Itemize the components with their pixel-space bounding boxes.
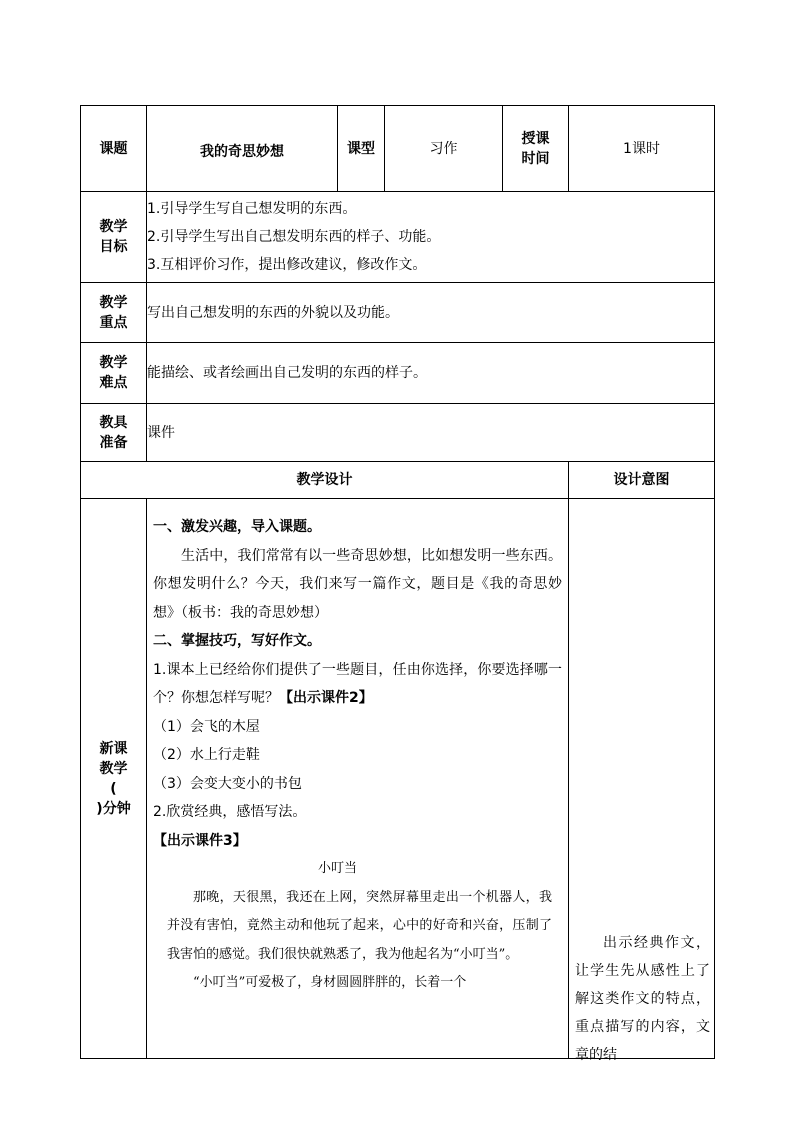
tools-label-line2: 准备 bbox=[99, 434, 128, 451]
step1-text: 生活中，我们常常有以一些奇思妙想，比如想发明一些东西。你想发明什么？今天，我们来写一篇作文，题目是《我的奇思妙想》（板书：我的奇思妙想） bbox=[153, 547, 562, 621]
step1-heading: 一、激发兴趣，导入课题。 bbox=[153, 519, 321, 535]
difficulties-row bbox=[81, 343, 715, 404]
key-label-line2: 重点 bbox=[99, 314, 128, 331]
design-content-wrap bbox=[147, 513, 568, 1058]
goals-label-line1: 教学 bbox=[99, 219, 128, 235]
goals-label-line2: 目标 bbox=[99, 239, 128, 255]
design-heading: 教学设计 bbox=[81, 462, 569, 499]
intent-content bbox=[569, 499, 715, 1063]
intent-heading: 设计意图 bbox=[569, 462, 715, 499]
difficulties-text: 能描绘、或者绘画出自己发明的东西的样子。 bbox=[147, 343, 715, 404]
story-paragraph: “小叮当”可爱极了，身材圆圆胖胖的，长着一个 bbox=[193, 975, 467, 990]
key-points-label bbox=[81, 283, 147, 343]
story-title: 小叮当 bbox=[317, 861, 357, 876]
time-label-line2: 时间 bbox=[521, 150, 550, 167]
type-label: 课型 bbox=[338, 106, 385, 192]
goals-label bbox=[81, 192, 147, 283]
intent-text: 出示经典作文，让学生先从感性上了解这类作文的特点，重点描写的内容，文章的结 bbox=[575, 935, 710, 1063]
tools-row bbox=[81, 404, 715, 462]
key-points-text: 写出自己想发明的东西的外貌以及功能。 bbox=[147, 283, 715, 343]
goals-list bbox=[147, 192, 715, 283]
time-label-line1: 授课 bbox=[521, 130, 550, 147]
topic-option: （2）水上行走鞋 bbox=[153, 747, 260, 763]
lesson-plan-table bbox=[80, 105, 715, 1063]
step2-heading: 二、掌握技巧，写好作文。 bbox=[153, 633, 321, 649]
step2-question: 1.课本上已经给你们提供了一些题目，任由你选择，你要选择哪一个？你想怎样写呢？ bbox=[153, 661, 562, 706]
difficulties-label bbox=[81, 343, 147, 404]
side-label-line2: 教学 bbox=[99, 760, 128, 777]
topic-value: 我的奇思妙想 bbox=[147, 106, 338, 192]
topic-option: （1）会飞的木屋 bbox=[153, 718, 260, 735]
side-label-line1: 新课 bbox=[99, 740, 128, 757]
goals-row bbox=[81, 192, 715, 283]
design-content bbox=[147, 499, 569, 1059]
diff-label-line2: 难点 bbox=[99, 375, 128, 391]
story-paragraph: 那晚，天很黑，我还在上网，突然屏幕里走出一个机器人，我并没有害怕，竟然主动和他玩了起来，心中的好奇和兴奋，压制了我害怕的感觉。我们很快就熟悉了，我为他起名为“小叮当”。 bbox=[167, 889, 552, 962]
time-label bbox=[503, 106, 569, 192]
courseware-ref-2: 【出示课件2】 bbox=[279, 690, 373, 706]
topic-label: 课题 bbox=[81, 106, 147, 192]
tools-label bbox=[81, 404, 147, 462]
main-side-label bbox=[81, 499, 147, 1059]
key-label-line1: 教学 bbox=[99, 294, 128, 311]
type-value: 习作 bbox=[385, 106, 503, 192]
diff-label-line1: 教学 bbox=[99, 355, 128, 371]
goal-item: 1.引导学生写自己想发明的东西。 bbox=[147, 201, 357, 217]
step2-sub: 2.欣赏经典，感悟写法。 bbox=[153, 804, 307, 820]
section-header-row bbox=[81, 462, 715, 499]
intent-wrap bbox=[569, 499, 714, 1063]
courseware-ref-3: 【出示课件3】 bbox=[153, 832, 247, 849]
side-label-line4: )分钟 bbox=[96, 800, 131, 817]
goal-item: 2.引导学生写出自己想发明东西的样子、功能。 bbox=[147, 229, 441, 245]
goal-item: 3.互相评价习作，提出修改建议，修改作文。 bbox=[147, 257, 427, 273]
tools-label-line1: 教具 bbox=[99, 414, 128, 431]
tools-text: 课件 bbox=[147, 404, 715, 462]
key-points-row bbox=[81, 283, 715, 343]
side-label-line3: ( bbox=[110, 780, 117, 797]
topic-option: （3）会变大变小的书包 bbox=[153, 775, 302, 792]
main-row bbox=[81, 499, 715, 1059]
header-row bbox=[81, 106, 715, 192]
step2-text bbox=[153, 656, 562, 713]
time-value: 1课时 bbox=[569, 106, 715, 192]
